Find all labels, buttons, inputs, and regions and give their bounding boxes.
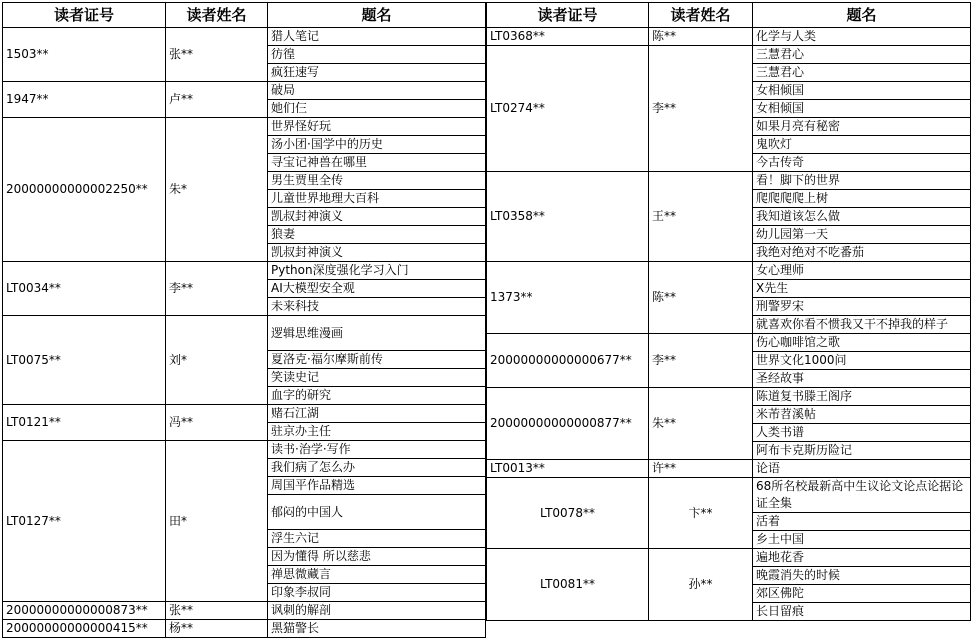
reader-id-cell: LT0274** (487, 46, 649, 172)
reader-name-cell: 李** (649, 334, 753, 388)
book-title-cell: 乡土中国 (753, 531, 971, 549)
table-row (3, 405, 486, 423)
book-title-cell: 赌石江湖 (268, 405, 486, 423)
book-title-cell: 就喜欢你看不惯我又干不掉我的样子 (753, 316, 971, 334)
table-row (3, 82, 486, 100)
reader-name-cell: 张** (166, 602, 268, 620)
reader-id-cell: LT0034** (3, 262, 166, 316)
reader-id-cell: LT0358** (487, 172, 649, 262)
table-row (3, 118, 486, 136)
header-book-title: 题名 (753, 3, 971, 28)
book-title-cell: 汤小团·国学中的历史 (268, 136, 486, 154)
table-row (3, 441, 486, 459)
header-reader-name: 读者姓名 (649, 3, 753, 28)
header-reader-id: 读者证号 (3, 3, 166, 28)
right-table (486, 2, 971, 621)
book-title-cell: X先生 (753, 280, 971, 298)
reader-id-cell: LT0081** (487, 549, 649, 621)
table-row (487, 172, 971, 190)
book-title-cell: 男生贾里全传 (268, 172, 486, 190)
table-row (487, 46, 971, 64)
table-row (487, 460, 971, 478)
book-title-cell: 郊区佛陀 (753, 585, 971, 603)
book-title-cell: 刑警罗宋 (753, 298, 971, 316)
book-title-cell: 我们病了怎么办 (268, 459, 486, 477)
book-title-cell: 浮生六记 (268, 530, 486, 548)
book-title-cell: 血字的研究 (268, 387, 486, 405)
book-title-cell: Python深度强化学习入门 (268, 262, 486, 280)
book-title-cell: 论语 (753, 460, 971, 478)
table-row (3, 316, 486, 351)
book-title-cell: 我知道该怎么做 (753, 208, 971, 226)
book-title-cell: 她们仨 (268, 100, 486, 118)
book-title-cell: 寻宝记神兽在哪里 (268, 154, 486, 172)
book-title-cell: 伤心咖啡馆之歌 (753, 334, 971, 352)
book-title-cell: 化学与人类 (753, 28, 971, 46)
reader-name-cell: 李** (166, 262, 268, 316)
table-row (487, 388, 971, 406)
book-title-cell: 世界怪好玩 (268, 118, 486, 136)
book-title-cell: 印象李叔同 (268, 584, 486, 602)
reader-name-cell: 卢** (166, 82, 268, 118)
book-title-cell: AI大模型安全观 (268, 280, 486, 298)
book-title-cell: 读书·治学·写作 (268, 441, 486, 459)
left-header-row (3, 3, 486, 28)
table-row (487, 549, 971, 567)
reader-name-cell: 杨** (166, 620, 268, 638)
reader-id-cell: 1503** (3, 28, 166, 82)
reader-id-cell: 1373** (487, 262, 649, 334)
book-title-cell: 遍地花香 (753, 549, 971, 567)
book-title-cell: 猎人笔记 (268, 28, 486, 46)
book-title-cell: 晚霞消失的时候 (753, 567, 971, 585)
book-title-cell: 68所名校最新高中生议论文论点论据论证全集 (753, 478, 971, 513)
book-title-cell: 幼儿园第一天 (753, 226, 971, 244)
book-title-cell: 驻京办主任 (268, 423, 486, 441)
reader-name-cell: 田* (166, 441, 268, 602)
book-title-cell: 人类书谱 (753, 424, 971, 442)
book-title-cell: 爬爬爬爬上树 (753, 190, 971, 208)
book-title-cell: 陈道复书滕王阁序 (753, 388, 971, 406)
reader-name-cell: 刘* (166, 316, 268, 405)
header-reader-id: 读者证号 (487, 3, 649, 28)
table-row (3, 602, 486, 620)
book-title-cell: 凯叔封神演义 (268, 244, 486, 262)
reader-name-cell: 孙** (649, 549, 753, 621)
reader-name-cell: 卞** (649, 478, 753, 549)
table-row (487, 28, 971, 46)
reader-name-cell: 陈** (649, 28, 753, 46)
reader-id-cell: 1947** (3, 82, 166, 118)
book-title-cell: 鬼吹灯 (753, 136, 971, 154)
reader-name-cell: 冯** (166, 405, 268, 441)
book-title-cell: 狼妻 (268, 226, 486, 244)
book-title-cell: 女相倾国 (753, 100, 971, 118)
header-reader-name: 读者姓名 (166, 3, 268, 28)
table-row (3, 620, 486, 638)
book-title-cell: 世界文化1000问 (753, 352, 971, 370)
book-title-cell: 因为懂得 所以慈悲 (268, 548, 486, 566)
book-title-cell: 疯狂速写 (268, 64, 486, 82)
table-row (487, 262, 971, 280)
book-title-cell: 禅思微藏言 (268, 566, 486, 584)
book-title-cell: 凯叔封神演义 (268, 208, 486, 226)
reader-id-cell: 20000000000000873** (3, 602, 166, 620)
book-title-cell: 三慧君心 (753, 46, 971, 64)
book-title-cell: 彷徨 (268, 46, 486, 64)
book-title-cell: 圣经故事 (753, 370, 971, 388)
right-header-row (487, 3, 971, 28)
book-title-cell: 三慧君心 (753, 64, 971, 82)
reader-name-cell: 王** (649, 172, 753, 262)
table-row (3, 28, 486, 46)
book-title-cell: 夏洛克·福尔摩斯前传 (268, 351, 486, 369)
book-title-cell: 郁闷的中国人 (268, 495, 486, 530)
book-title-cell: 我绝对绝对不吃番茄 (753, 244, 971, 262)
reader-name-cell: 李** (649, 46, 753, 172)
book-title-cell: 未来科技 (268, 298, 486, 316)
reader-id-cell: LT0075** (3, 316, 166, 405)
left-table (2, 2, 486, 638)
reader-id-cell: LT0013** (487, 460, 649, 478)
reader-id-cell: 20000000000000415** (3, 620, 166, 638)
book-title-cell: 今古传奇 (753, 154, 971, 172)
book-title-cell: 破局 (268, 82, 486, 100)
reader-id-cell: 20000000000000677** (487, 334, 649, 388)
book-title-cell: 米芾苕溪帖 (753, 406, 971, 424)
header-book-title: 题名 (268, 3, 486, 28)
book-title-cell: 女相倾国 (753, 82, 971, 100)
reader-name-cell: 朱* (166, 118, 268, 262)
book-title-cell: 看！脚下的世界 (753, 172, 971, 190)
reader-name-cell: 陈** (649, 262, 753, 334)
left-table-container (2, 2, 486, 638)
reader-id-cell: 20000000000000877** (487, 388, 649, 460)
book-title-cell: 讽刺的解剖 (268, 602, 486, 620)
reader-id-cell: LT0368** (487, 28, 649, 46)
reader-id-cell: LT0121** (3, 405, 166, 441)
reader-id-cell: LT0078** (487, 478, 649, 549)
table-row (487, 478, 971, 513)
book-title-cell: 笑读史记 (268, 369, 486, 387)
reader-name-cell: 张** (166, 28, 268, 82)
table-row (487, 334, 971, 352)
reader-name-cell: 许** (649, 460, 753, 478)
book-title-cell: 黑猫警长 (268, 620, 486, 638)
book-title-cell: 阿布卡克斯历险记 (753, 442, 971, 460)
table-row (3, 262, 486, 280)
book-title-cell: 逻辑思维漫画 (268, 316, 486, 351)
book-title-cell: 女心理师 (753, 262, 971, 280)
book-title-cell: 长日留痕 (753, 603, 971, 621)
reader-id-cell: LT0127** (3, 441, 166, 602)
reader-name-cell: 朱** (649, 388, 753, 460)
book-title-cell: 如果月亮有秘密 (753, 118, 971, 136)
book-title-cell: 活着 (753, 513, 971, 531)
right-table-container (486, 2, 971, 621)
reader-id-cell: 20000000000002250** (3, 118, 166, 262)
book-title-cell: 周国平作品精选 (268, 477, 486, 495)
book-title-cell: 儿童世界地理大百科 (268, 190, 486, 208)
